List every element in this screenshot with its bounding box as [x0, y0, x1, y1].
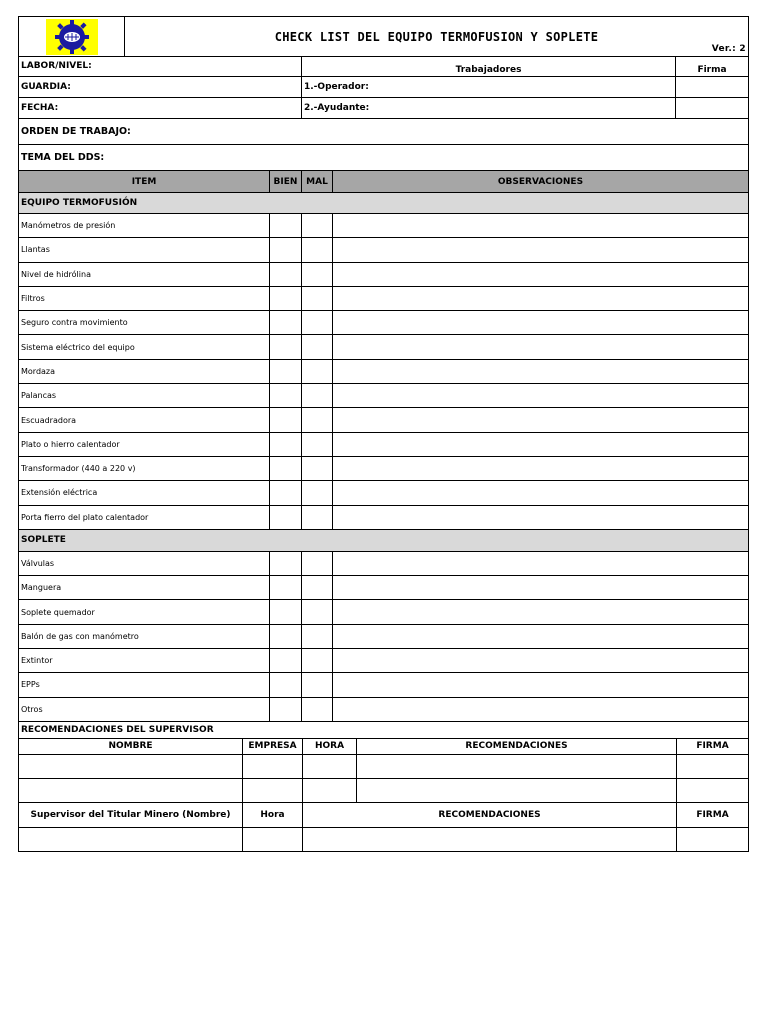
- bien-checkbox[interactable]: [270, 335, 302, 358]
- bien-checkbox[interactable]: [270, 263, 302, 286]
- logo-cell: [19, 17, 125, 56]
- observaciones-input[interactable]: [333, 625, 748, 648]
- operador-field[interactable]: 1.-Operador:: [302, 77, 676, 97]
- col-titular-firma: FIRMA: [696, 809, 729, 820]
- observaciones-input[interactable]: [333, 576, 748, 599]
- header-row: [18, 16, 749, 57]
- item-label: Válvulas: [19, 552, 270, 575]
- mal-checkbox[interactable]: [302, 433, 333, 456]
- section-title: SOPLETE: [21, 535, 66, 546]
- orden-row: [18, 119, 749, 145]
- col-mal: MAL: [302, 171, 333, 192]
- item-label: Palancas: [19, 384, 270, 407]
- mal-checkbox[interactable]: [302, 287, 333, 310]
- item-label: EPPs: [19, 673, 270, 696]
- observaciones-input[interactable]: [333, 214, 748, 237]
- bien-checkbox[interactable]: [270, 506, 302, 529]
- table-row: [18, 433, 749, 457]
- table-row: [18, 576, 749, 600]
- observaciones-input[interactable]: [333, 506, 748, 529]
- hora-input[interactable]: [303, 755, 357, 778]
- guardia-field[interactable]: GUARDIA:: [19, 77, 302, 97]
- supervisor-entry-row: [18, 755, 749, 779]
- col-observaciones: OBSERVACIONES: [497, 176, 584, 187]
- item-label: Extensión eléctrica: [19, 481, 270, 504]
- mal-checkbox[interactable]: [302, 481, 333, 504]
- nombre-input[interactable]: [19, 779, 243, 802]
- table-row: [18, 408, 749, 432]
- col-item: ITEM: [19, 171, 270, 192]
- bien-checkbox[interactable]: [270, 238, 302, 261]
- bien-checkbox[interactable]: [270, 287, 302, 310]
- title-cell: [125, 17, 748, 56]
- observaciones-input[interactable]: [333, 238, 748, 261]
- trabajadores-header: Trabajadores: [302, 57, 676, 76]
- fecha-row: [18, 98, 749, 119]
- observaciones-input[interactable]: [333, 600, 748, 623]
- titular-hora-input[interactable]: [243, 828, 303, 851]
- table-row: [18, 552, 749, 576]
- hora-input[interactable]: [303, 779, 357, 802]
- item-label: Plato o hierro calentador: [19, 433, 270, 456]
- fecha-field[interactable]: FECHA:: [19, 98, 302, 118]
- recomendaciones-input[interactable]: [357, 779, 677, 802]
- bien-checkbox[interactable]: [270, 552, 302, 575]
- bien-checkbox[interactable]: [270, 360, 302, 383]
- mal-checkbox[interactable]: [302, 457, 333, 480]
- item-label: Filtros: [19, 287, 270, 310]
- mal-checkbox[interactable]: [302, 360, 333, 383]
- mal-checkbox[interactable]: [302, 311, 333, 334]
- item-label: Porta fierro del plato calentador: [19, 506, 270, 529]
- observaciones-input[interactable]: [333, 384, 748, 407]
- gear-fish-logo-icon: [46, 19, 98, 55]
- col-supervisor-titular: Supervisor del Titular Minero (Nombre): [19, 803, 243, 827]
- item-label: Manguera: [19, 576, 270, 599]
- mal-checkbox[interactable]: [302, 506, 333, 529]
- table-row: [18, 360, 749, 384]
- item-label: Nivel de hidrólina: [19, 263, 270, 286]
- section-soplete: [18, 530, 749, 552]
- mal-checkbox[interactable]: [302, 552, 333, 575]
- mal-checkbox[interactable]: [302, 238, 333, 261]
- item-label: Soplete quemador: [19, 600, 270, 623]
- bien-checkbox[interactable]: [270, 576, 302, 599]
- mal-checkbox[interactable]: [302, 698, 333, 721]
- observaciones-input[interactable]: [333, 360, 748, 383]
- empresa-input[interactable]: [243, 755, 303, 778]
- col-firma: FIRMA: [696, 741, 729, 752]
- guardia-row: [18, 77, 749, 98]
- item-label: Sistema eléctrico del equipo: [19, 335, 270, 358]
- table-row: [18, 287, 749, 311]
- table-row: [18, 335, 749, 359]
- col-titular-recomendaciones: RECOMENDACIONES: [303, 803, 677, 827]
- page-title: CHECK LIST DEL EQUIPO TERMOFUSION Y SOPLETE: [274, 29, 599, 44]
- table-row: [18, 625, 749, 649]
- table-row: [18, 698, 749, 722]
- mal-checkbox[interactable]: [302, 335, 333, 358]
- item-label: Extintor: [19, 649, 270, 672]
- col-bien: BIEN: [270, 171, 302, 192]
- observaciones-input[interactable]: [333, 649, 748, 672]
- ayudante-firma-field[interactable]: [676, 98, 748, 118]
- tema-dds-field[interactable]: TEMA DEL DDS:: [21, 152, 105, 163]
- item-label: Otros: [19, 698, 270, 721]
- mal-checkbox[interactable]: [302, 649, 333, 672]
- table-row: [18, 238, 749, 262]
- firma-input[interactable]: [677, 755, 748, 778]
- operador-firma-field[interactable]: [676, 77, 748, 97]
- titular-entry-row: [18, 828, 749, 852]
- item-label: Manómetros de presión: [19, 214, 270, 237]
- bien-checkbox[interactable]: [270, 649, 302, 672]
- item-label: Transformador (440 a 220 v): [19, 457, 270, 480]
- mal-checkbox[interactable]: [302, 214, 333, 237]
- mal-checkbox[interactable]: [302, 384, 333, 407]
- nombre-input[interactable]: [19, 755, 243, 778]
- bien-checkbox[interactable]: [270, 408, 302, 431]
- item-label: Escuadradora: [19, 408, 270, 431]
- item-label: Balón de gas con manómetro: [19, 625, 270, 648]
- observaciones-input[interactable]: [333, 698, 748, 721]
- supervisor-title: RECOMENDACIONES DEL SUPERVISOR: [21, 724, 214, 735]
- titular-nombre-input[interactable]: [19, 828, 243, 851]
- section-title: EQUIPO TERMOFUSIÓN: [21, 198, 138, 208]
- labor-row: [18, 57, 749, 77]
- col-empresa: EMPRESA: [243, 739, 303, 754]
- observaciones-input[interactable]: [333, 287, 748, 310]
- mal-checkbox[interactable]: [302, 600, 333, 623]
- table-row: [18, 311, 749, 335]
- firma-header: Firma: [697, 65, 727, 75]
- observaciones-input[interactable]: [333, 481, 748, 504]
- labor-nivel-field[interactable]: LABOR/NIVEL:: [19, 57, 302, 76]
- observaciones-input[interactable]: [333, 311, 748, 334]
- bien-checkbox[interactable]: [270, 698, 302, 721]
- titular-firma-input[interactable]: [677, 828, 748, 851]
- titular-header-row: [18, 803, 749, 828]
- orden-trabajo-field[interactable]: ORDEN DE TRABAJO:: [21, 126, 131, 137]
- mal-checkbox[interactable]: [302, 408, 333, 431]
- item-label: Llantas: [19, 238, 270, 261]
- mal-checkbox[interactable]: [302, 576, 333, 599]
- bien-checkbox[interactable]: [270, 481, 302, 504]
- table-row: [18, 214, 749, 238]
- bien-checkbox[interactable]: [270, 214, 302, 237]
- supervisor-title-row: [18, 722, 749, 739]
- bien-checkbox[interactable]: [270, 433, 302, 456]
- observaciones-input[interactable]: [333, 335, 748, 358]
- observaciones-input[interactable]: [333, 433, 748, 456]
- table-row: [18, 600, 749, 624]
- bien-checkbox[interactable]: [270, 673, 302, 696]
- section-termofusion: [18, 193, 749, 214]
- bien-checkbox[interactable]: [270, 600, 302, 623]
- mal-checkbox[interactable]: [302, 673, 333, 696]
- table-row: [18, 649, 749, 673]
- table-row: [18, 506, 749, 530]
- table-row: [18, 673, 749, 697]
- titular-recomendaciones-input[interactable]: [303, 828, 677, 851]
- col-titular-hora: Hora: [243, 803, 303, 827]
- observaciones-input[interactable]: [333, 263, 748, 286]
- supervisor-entry-row: [18, 779, 749, 803]
- bien-checkbox[interactable]: [270, 625, 302, 648]
- bien-checkbox[interactable]: [270, 384, 302, 407]
- col-nombre: NOMBRE: [19, 739, 243, 754]
- table-row: [18, 263, 749, 287]
- recomendaciones-input[interactable]: [357, 755, 677, 778]
- bien-checkbox[interactable]: [270, 457, 302, 480]
- table-row: [18, 481, 749, 505]
- observaciones-input[interactable]: [333, 457, 748, 480]
- table-row: [18, 384, 749, 408]
- ayudante-field[interactable]: 2.-Ayudante:: [302, 98, 676, 118]
- firma-input[interactable]: [677, 779, 748, 802]
- supervisor-header-row: [18, 739, 749, 755]
- table-row: [18, 457, 749, 481]
- observaciones-input[interactable]: [333, 673, 748, 696]
- col-hora: HORA: [303, 739, 357, 754]
- tema-row: [18, 145, 749, 171]
- bien-checkbox[interactable]: [270, 311, 302, 334]
- col-recomendaciones: RECOMENDACIONES: [357, 739, 677, 754]
- table-header-row: [18, 171, 749, 193]
- mal-checkbox[interactable]: [302, 625, 333, 648]
- mal-checkbox[interactable]: [302, 263, 333, 286]
- checklist-sheet: [18, 16, 749, 852]
- item-label: Seguro contra movimiento: [19, 311, 270, 334]
- item-label: Mordaza: [19, 360, 270, 383]
- version-label: Ver.: 2: [711, 44, 746, 54]
- observaciones-input[interactable]: [333, 552, 748, 575]
- observaciones-input[interactable]: [333, 408, 748, 431]
- empresa-input[interactable]: [243, 779, 303, 802]
